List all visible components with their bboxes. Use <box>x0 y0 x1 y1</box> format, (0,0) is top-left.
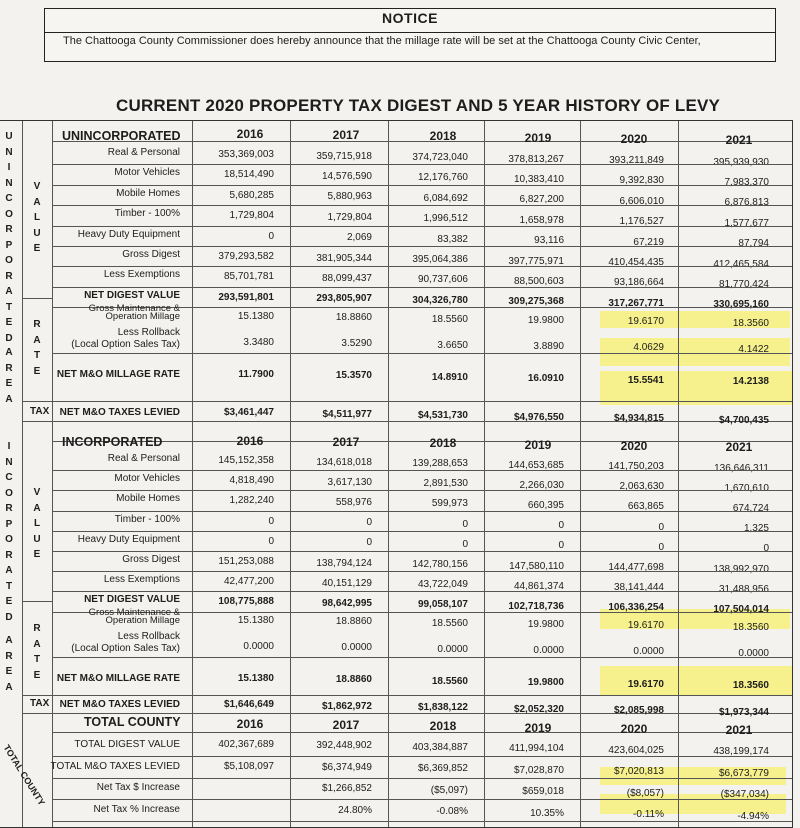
cell-value: $6,673,779 <box>718 767 769 779</box>
side-label-value: V A L U E <box>33 487 41 560</box>
cell-value: 134,618,018 <box>316 456 372 468</box>
cell-value: 141,750,203 <box>608 461 664 472</box>
row-divider <box>52 470 792 471</box>
cell-value: 330,695,160 <box>713 299 769 311</box>
column-divider <box>290 121 291 827</box>
cell-value: 19.6170 <box>627 620 664 632</box>
cell-value: 1,577,677 <box>724 217 769 229</box>
row-label: Gross Maintenance & <box>88 607 180 618</box>
row-divider <box>52 799 792 800</box>
cell-value: 1,176,527 <box>619 216 664 228</box>
cell-value: 6,606,010 <box>619 195 664 207</box>
cell-value: 16.0910 <box>527 373 564 385</box>
row-label: NET M&O TAXES LEVIED <box>59 407 180 418</box>
row-label: Heavy Duty Equipment <box>77 228 180 240</box>
cell-value: 145,152,358 <box>218 455 274 466</box>
cell-value: 0 <box>462 538 468 550</box>
cell-value: $4,700,435 <box>718 415 769 426</box>
row-label: Operation Millage <box>105 311 180 322</box>
column-divider <box>580 121 581 827</box>
row-label: Timber - 100% <box>114 513 180 525</box>
cell-value: $3,461,447 <box>223 407 274 418</box>
cell-value: 6,827,200 <box>519 194 564 206</box>
cell-value: 293,591,801 <box>218 291 274 303</box>
cell-value: 558,976 <box>335 496 372 508</box>
row-label: NET M&O MILLAGE RATE <box>56 673 180 684</box>
cell-value: 88,099,437 <box>321 272 372 284</box>
cell-value: 1,282,240 <box>229 495 274 507</box>
cell-value: 5,880,963 <box>327 191 372 203</box>
cell-value: 15.5541 <box>627 374 664 386</box>
cell-value: 403,384,887 <box>412 741 468 753</box>
cell-value: 353,369,003 <box>218 149 274 160</box>
year-header: 2021 <box>725 723 753 737</box>
cell-value: 102,718,736 <box>508 600 564 612</box>
cell-value: 15.1380 <box>237 311 274 322</box>
row-divider <box>52 756 792 757</box>
cell-value: 6,084,692 <box>423 192 468 204</box>
cell-value: 423,604,025 <box>608 744 664 756</box>
cell-value: 19.9800 <box>527 618 564 630</box>
row-label: Operation Millage <box>105 615 180 626</box>
cell-value: $5,108,097 <box>223 760 274 772</box>
row-divider <box>52 591 792 592</box>
row-divider <box>52 266 792 267</box>
row-divider <box>22 401 792 402</box>
row-label: Motor Vehicles <box>114 473 180 485</box>
cell-value: 42,477,200 <box>223 576 274 588</box>
row-divider <box>52 287 792 288</box>
cell-value: 15.3570 <box>335 370 372 382</box>
year-header: 2019 <box>524 130 552 145</box>
cell-value: 1,658,978 <box>519 214 564 226</box>
cell-value: 1,729,804 <box>327 211 372 223</box>
side-label-rate: R A T E <box>33 623 41 681</box>
cell-value: -4.94% <box>737 810 769 822</box>
cell-value: 14.2138 <box>732 376 769 387</box>
row-label: NET DIGEST VALUE <box>84 594 180 606</box>
row-divider <box>52 205 792 206</box>
cell-value: $2,085,998 <box>613 705 664 717</box>
row-divider <box>22 713 792 714</box>
cell-value: $1,973,344 <box>718 707 769 718</box>
cell-value: $6,374,949 <box>321 761 372 773</box>
cell-value: 1,670,610 <box>724 482 769 494</box>
cell-value: $1,646,649 <box>223 699 274 710</box>
cell-value: 15.1380 <box>237 673 274 684</box>
cell-value: 674,724 <box>732 502 769 514</box>
cell-value: $4,511,977 <box>322 408 372 420</box>
cell-value: 0 <box>558 540 564 552</box>
cell-value: 4,818,490 <box>229 475 274 487</box>
row-label: Less Rollback <box>117 327 180 338</box>
year-header: 2020 <box>620 721 648 736</box>
row-divider <box>52 490 792 491</box>
cell-value: 660,395 <box>527 499 564 511</box>
cell-value: 139,288,653 <box>412 458 468 469</box>
section-heading: INCORPORATED <box>62 435 163 449</box>
row-label: NET M&O TAXES LEVIED <box>59 699 180 710</box>
cell-value: 3.5290 <box>341 338 372 350</box>
side-label-value: V A L U E <box>33 181 41 254</box>
row-label: Less Exemptions <box>103 269 180 281</box>
cell-value: 144,653,685 <box>508 459 564 471</box>
side-label-area: A R E A <box>5 347 13 405</box>
notice-divider <box>45 32 775 33</box>
cell-value: 2,063,630 <box>619 481 664 493</box>
column-divider <box>52 121 53 827</box>
cell-value: ($8,057) <box>626 787 664 799</box>
row-label: Motor Vehicles <box>114 167 180 179</box>
cell-value: 317,267,771 <box>608 297 664 309</box>
cell-value: 107,504,014 <box>713 603 769 615</box>
cell-value: 24.80% <box>338 804 372 816</box>
section-heading: UNINCORPORATED <box>62 129 181 143</box>
cell-value: 93,186,664 <box>613 277 664 289</box>
cell-value: 0.0000 <box>341 642 372 654</box>
year-header: 2016 <box>236 434 264 448</box>
cell-value: 18.8860 <box>335 616 372 628</box>
row-label: Timber - 100% <box>114 208 180 220</box>
row-divider <box>52 571 792 572</box>
row-divider <box>52 821 792 822</box>
cell-value: 412,465,584 <box>713 258 769 270</box>
cell-value: -0.11% <box>633 809 664 821</box>
side-label-incorporated: I N C O R P O R A T E D <box>5 441 13 623</box>
cell-value: 93,116 <box>534 235 564 247</box>
cell-value: 0 <box>558 520 564 532</box>
cell-value: $4,531,730 <box>417 410 468 422</box>
row-label: NET M&O MILLAGE RATE <box>56 369 180 380</box>
row-label: Less Rollback <box>117 631 180 642</box>
year-header: 2020 <box>620 438 648 453</box>
cell-value: -0.08% <box>436 806 468 818</box>
cell-value: 411,994,104 <box>509 743 564 755</box>
cell-value: $2,052,320 <box>513 703 564 715</box>
cell-value: 304,326,780 <box>412 294 468 306</box>
row-label: Heavy Duty Equipment <box>77 533 180 545</box>
column-divider <box>388 121 389 827</box>
cell-value: 402,367,689 <box>218 739 274 750</box>
row-label: TOTAL M&O TAXES LEVIED <box>50 760 180 772</box>
row-divider <box>52 164 792 165</box>
cell-value: 0 <box>366 537 372 549</box>
cell-value: 0.0000 <box>437 643 468 655</box>
cell-value: 18.3560 <box>732 621 769 633</box>
cell-value: 81,770,424 <box>718 278 769 290</box>
cell-value: 19.6170 <box>627 316 664 328</box>
cell-value: 106,336,254 <box>608 602 664 614</box>
row-label: (Local Option Sales Tax) <box>71 643 180 654</box>
side-label-area: A R E A <box>5 635 13 693</box>
cell-value: 0 <box>268 535 274 547</box>
cell-value: 395,939,930 <box>713 156 769 168</box>
cell-value: 6,876,813 <box>724 197 769 209</box>
cell-value: 7,983,370 <box>724 176 769 188</box>
cell-value: 374,723,040 <box>412 152 468 163</box>
cell-value: 2,266,030 <box>519 479 564 491</box>
cell-value: 12,176,760 <box>417 172 468 184</box>
cell-value: 14,576,590 <box>321 170 372 182</box>
cell-value: 83,382 <box>437 233 468 245</box>
cell-value: 0 <box>462 518 468 530</box>
cell-value: 99,058,107 <box>417 599 468 611</box>
row-divider <box>52 353 792 354</box>
column-divider <box>192 121 193 827</box>
cell-value: $7,020,813 <box>613 766 664 778</box>
column-divider <box>22 121 23 827</box>
cell-value: 18.5560 <box>431 675 468 687</box>
column-divider <box>678 121 679 827</box>
cell-value: 0.0000 <box>633 646 664 658</box>
year-header: 2017 <box>332 718 360 733</box>
cell-value: 3.6650 <box>437 339 468 351</box>
cell-value: 359,715,918 <box>316 150 372 162</box>
cell-value: 90,737,606 <box>417 274 468 286</box>
cell-value: 108,775,888 <box>218 596 274 608</box>
cell-value: 410,454,435 <box>608 257 664 268</box>
cell-value: 663,865 <box>627 501 664 513</box>
cell-value: 147,580,110 <box>509 560 564 572</box>
notice-title: NOTICE <box>382 10 438 26</box>
row-label: Mobile Homes <box>116 187 180 199</box>
row-divider <box>52 778 792 779</box>
cell-value: 19.9800 <box>527 314 564 326</box>
notice-box <box>44 8 776 62</box>
cell-value: 19.6170 <box>627 678 664 690</box>
cell-value: 14.8910 <box>431 371 468 383</box>
side-label-rate: R A T E <box>33 319 41 377</box>
cell-value: 395,064,386 <box>412 254 468 265</box>
cell-value: 379,293,582 <box>218 251 274 262</box>
year-header: 2018 <box>429 436 457 451</box>
cell-value: ($5,097) <box>430 784 468 796</box>
cell-value: 2,069 <box>346 232 372 244</box>
cell-value: 378,813,267 <box>508 153 564 165</box>
cell-value: 397,775,971 <box>508 255 564 267</box>
cell-value: 31,488,956 <box>718 583 769 595</box>
row-divider <box>22 601 52 602</box>
side-label-unincorporated: U N I N C O R P O R A T E D <box>5 131 13 344</box>
year-header: 2016 <box>236 717 264 731</box>
row-divider <box>52 226 792 227</box>
cell-value: 0 <box>268 230 274 242</box>
cell-value: 3.3480 <box>243 337 274 348</box>
row-label: NET DIGEST VALUE <box>84 289 180 301</box>
row-label: Mobile Homes <box>116 493 180 505</box>
cell-value: 1,996,512 <box>423 213 468 225</box>
year-header: 2016 <box>236 127 264 141</box>
cell-value: 18.8860 <box>335 312 372 324</box>
cell-value: 40,151,129 <box>321 577 372 589</box>
cell-value: 18.3560 <box>732 317 769 329</box>
cell-value: 15.1380 <box>237 615 274 626</box>
cell-value: 98,642,995 <box>321 597 372 609</box>
cell-value: 11.7900 <box>238 369 274 380</box>
cell-value: 3.8890 <box>533 340 564 352</box>
cell-value: $659,018 <box>522 786 564 798</box>
cell-value: 392,448,902 <box>316 740 372 752</box>
cell-value: 293,805,907 <box>316 293 372 305</box>
cell-value: $1,266,852 <box>321 783 372 795</box>
cell-value: 87,794 <box>738 238 769 250</box>
row-divider <box>52 511 792 512</box>
side-label-tax: TAX <box>30 698 50 709</box>
cell-value: 0.0000 <box>738 647 769 659</box>
cell-value: 9,392,830 <box>619 175 664 187</box>
cell-value: 309,275,368 <box>508 296 564 308</box>
cell-value: 0 <box>763 543 769 555</box>
row-label: Real & Personal <box>107 453 180 464</box>
year-header: 2021 <box>725 440 753 454</box>
row-divider <box>52 246 792 247</box>
cell-value: 88,500,603 <box>513 275 564 287</box>
levy-table <box>0 120 793 828</box>
cell-value: 142,780,156 <box>412 559 468 570</box>
row-label: Net Tax $ Increase <box>96 782 180 793</box>
cell-value: 1,325 <box>743 523 769 535</box>
cell-value: 18.5560 <box>431 617 468 629</box>
notice-text: The Chattooga County Commissioner does hereby announce that the millage rate will be set at the Chattooga County Civic Center, <box>63 35 701 47</box>
row-divider <box>52 185 792 186</box>
cell-value: $1,838,122 <box>417 702 468 714</box>
page-title: CURRENT 2020 PROPERTY TAX DIGEST AND 5 YEAR HISTORY OF LEVY <box>116 96 721 115</box>
cell-value: 18.8860 <box>335 674 372 686</box>
cell-value: 38,141,444 <box>613 582 664 594</box>
row-label: TOTAL DIGEST VALUE <box>74 739 180 750</box>
section-heading: TOTAL COUNTY <box>84 715 181 729</box>
cell-value: 18,514,490 <box>223 169 274 181</box>
row-label: Net Tax % Increase <box>93 803 180 815</box>
cell-value: $4,934,815 <box>613 413 664 425</box>
row-divider <box>22 298 52 299</box>
year-header: 2018 <box>429 719 457 734</box>
row-label: Gross Maintenance & <box>88 303 180 314</box>
cell-value: 3,617,130 <box>327 476 372 488</box>
year-header: 2021 <box>725 133 753 147</box>
row-label: Less Exemptions <box>103 574 180 586</box>
cell-value: 10.35% <box>530 807 564 819</box>
cell-value: 138,794,124 <box>316 557 372 569</box>
cell-value: 438,199,174 <box>713 746 769 757</box>
side-label-tax: TAX <box>30 406 50 417</box>
cell-value: 10,383,410 <box>513 173 564 185</box>
cell-value: 151,253,088 <box>218 556 274 567</box>
row-divider <box>52 551 792 552</box>
cell-value: 43,722,049 <box>417 579 468 591</box>
row-divider <box>52 531 792 532</box>
cell-value: 0.0000 <box>243 641 274 652</box>
row-divider <box>52 657 792 658</box>
cell-value: $4,976,550 <box>513 411 564 423</box>
cell-value: 0 <box>658 541 664 553</box>
cell-value: $1,862,972 <box>321 700 372 712</box>
cell-value: 599,973 <box>431 498 468 510</box>
cell-value: $6,369,852 <box>417 763 468 775</box>
row-label: Real & Personal <box>107 147 180 158</box>
row-label: (Local Option Sales Tax) <box>71 339 180 350</box>
cell-value: 381,905,344 <box>316 252 372 264</box>
column-divider <box>484 121 485 827</box>
cell-value: 136,646,311 <box>714 462 769 474</box>
cell-value: 5,680,285 <box>229 189 274 201</box>
year-header: 2018 <box>429 129 457 144</box>
year-header: 2017 <box>332 435 360 450</box>
year-header: 2017 <box>332 128 360 143</box>
cell-value: 4.1422 <box>738 343 769 355</box>
cell-value: ($347,034) <box>720 789 769 800</box>
cell-value: 144,477,698 <box>608 562 664 573</box>
row-label: Gross Digest <box>122 554 180 565</box>
cell-value: 4.0629 <box>633 342 664 354</box>
cell-value: 0 <box>658 521 664 533</box>
year-header: 2019 <box>524 720 552 735</box>
year-header: 2019 <box>524 437 552 452</box>
cell-value: 0.0000 <box>533 644 564 656</box>
cell-value: 2,891,530 <box>423 478 468 490</box>
cell-value: 0 <box>366 517 372 529</box>
cell-value: 18.5560 <box>431 313 468 325</box>
cell-value: 18.3560 <box>732 680 769 691</box>
cell-value: $7,028,870 <box>513 764 564 776</box>
cell-value: 1,729,804 <box>229 210 274 222</box>
side-label-total-county: TOTAL COUNTY <box>1 743 47 808</box>
cell-value: 0 <box>268 515 274 527</box>
cell-value: 67,219 <box>633 236 664 248</box>
cell-value: 44,861,374 <box>513 580 564 592</box>
cell-value: 85,701,781 <box>223 271 274 283</box>
cell-value: 393,211,849 <box>609 155 664 166</box>
row-label: Gross Digest <box>122 249 180 260</box>
year-header: 2020 <box>620 131 648 146</box>
cell-value: 19.9800 <box>527 677 564 689</box>
cell-value: 138,992,970 <box>713 563 769 575</box>
row-divider <box>22 421 792 422</box>
row-divider <box>22 695 792 696</box>
